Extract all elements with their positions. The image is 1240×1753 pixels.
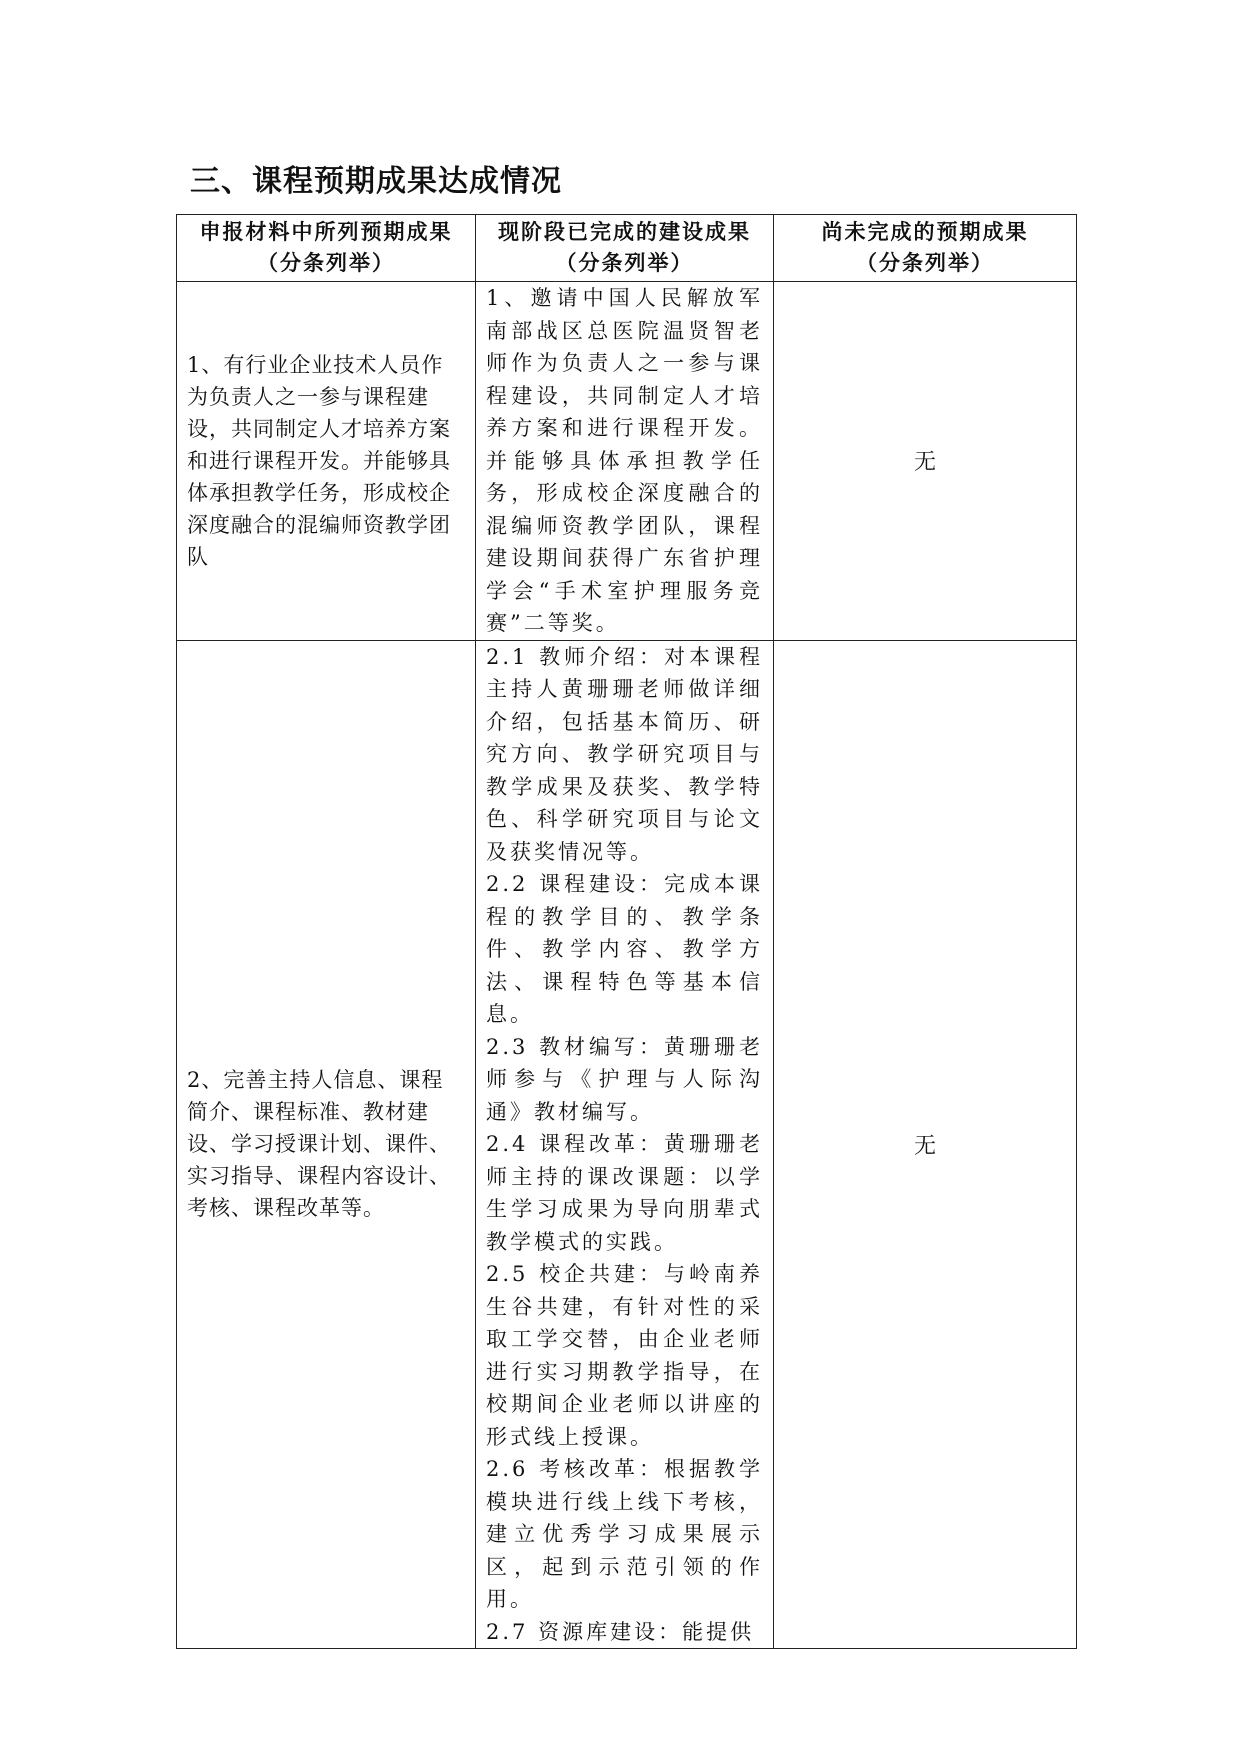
header-line: 尚未完成的预期成果: [821, 220, 1029, 244]
table-row: [177, 282, 1077, 641]
expected-result-cell: 1、有行业企业技术人员作为负责人之一参与课程建设，共同制定人才培养方案和进行课程开发。并能够具体承担教学任务，形成校企深度融合的混编师资教学团队: [177, 282, 476, 641]
header-pending-results: [774, 215, 1077, 282]
completed-item: 2.4 课程改革：黄珊珊老师主持的课改课题：以学生学习成果为导向朋辈式教学模式的实践。: [486, 1132, 763, 1254]
header-line: 申报材料中所列预期成果: [199, 220, 453, 244]
completed-result-cell: [476, 640, 774, 1649]
table-row: [177, 640, 1077, 1649]
table-header-row: [177, 215, 1077, 282]
completed-item: 2.6 考核改革：根据教学模块进行线上线下考核，建立优秀学习成果展示区，起到示范引领的作用。: [486, 1457, 763, 1611]
completed-item: 2.3 教材编写：黄珊珊老师参与《护理与人际沟通》教材编写。: [486, 1034, 763, 1124]
header-line: （分条列举）: [856, 251, 994, 275]
completed-item: 2.5 校企共建：与岭南养生谷共建，有针对性的采取工学交替，由企业老师进行实习期教学指导，在校期间企业老师以讲座的形式线上授课。: [486, 1262, 763, 1449]
header-line: （分条列举）: [555, 251, 694, 275]
completed-item: 2.7 资源库建设：能提供: [486, 1619, 755, 1644]
header-line: （分条列举）: [257, 251, 395, 275]
results-table: [176, 214, 1077, 1649]
completed-result-cell: [476, 282, 774, 641]
pending-result-cell: 无: [774, 640, 1077, 1649]
section-title: 三、课程预期成果达成情况: [190, 164, 562, 199]
pending-result-cell: 无: [774, 282, 1077, 641]
header-line: 现阶段已完成的建设成果: [498, 220, 751, 244]
expected-result-cell: 2、完善主持人信息、课程简介、课程标准、教材建设、学习授课计划、课件、实习指导、课程内容设计、考核、课程改革等。: [177, 640, 476, 1649]
completed-item: 2.1 教师介绍：对本课程主持人黄珊珊老师做详细介绍，包括基本简历、研究方向、教学研究项目与教学成果及获奖、教学特色、科学研究项目与论文及获奖情况等。: [486, 644, 763, 864]
header-completed-results: [476, 215, 774, 282]
completed-item: 2.2 课程建设：完成本课程的教学目的、教学条件、教学内容、教学方法、课程特色等基本信息。: [486, 872, 763, 1026]
completed-item: 1、邀请中国人民解放军南部战区总医院温贤智老师作为负责人之一参与课程建设，共同制定人才培养方案和进行课程开发。并能够具体承担教学任务，形成校企深度融合的混编师资教学团队，课程建设期间获得广东省护理学会“手术室护理服务竞赛”二等奖。: [486, 286, 763, 635]
header-expected-results: [177, 215, 476, 282]
